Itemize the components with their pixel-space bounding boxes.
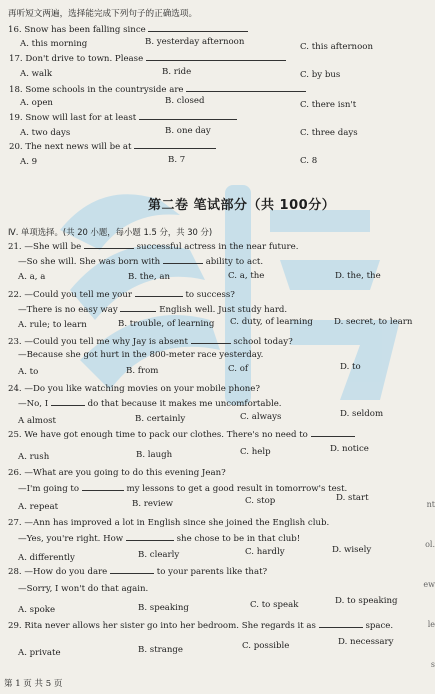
edge-fragment-2: ol. — [425, 540, 435, 549]
q22-option-c[interactable]: C. duty, of learning — [230, 317, 313, 327]
q24-option-b[interactable]: B. certainly — [135, 414, 186, 424]
q22-text-4: English well. Just study hard. — [159, 305, 288, 315]
question-25 — [8, 429, 355, 440]
q27-text-2: she chose to be in that club! — [176, 534, 301, 544]
q22-blank-2[interactable] — [120, 304, 156, 312]
q18-option-b[interactable]: B. closed — [165, 96, 205, 106]
question-17 — [9, 53, 286, 64]
q24-option-d[interactable]: D. seldom — [340, 409, 384, 419]
q23-option-d[interactable]: D. to — [340, 362, 361, 372]
q22-text-1: 22. —Could you tell me your — [8, 290, 132, 300]
q20-option-c[interactable]: C. 8 — [300, 156, 318, 166]
q25-option-d[interactable]: D. notice — [330, 444, 369, 454]
q23-text-1: 23. —Could you tell me why Jay is absent — [8, 337, 188, 347]
q28-option-a[interactable]: A. spoke — [18, 605, 56, 615]
q21-option-a[interactable]: A. a, a — [18, 272, 46, 282]
q19-blank[interactable] — [139, 112, 237, 120]
question-21 — [8, 241, 298, 252]
q16-blank[interactable] — [148, 24, 248, 32]
q23-blank-1[interactable] — [191, 336, 231, 344]
q18-option-c[interactable]: C. there isn't — [300, 100, 357, 110]
q17-option-c[interactable]: C. by bus — [300, 70, 341, 80]
question-28 — [8, 566, 267, 577]
q22-option-b[interactable]: B. trouble, of learning — [118, 319, 215, 329]
q17-stem: Don't drive to town. Please — [25, 54, 144, 64]
edge-fragment-5: s — [430, 660, 435, 669]
question-29 — [8, 620, 393, 631]
q28-text-2: to your parents like that? — [156, 567, 268, 577]
q17-option-b[interactable]: B. ride — [162, 67, 192, 77]
q21-text-1: 21. —She will be — [8, 242, 82, 252]
q26-blank[interactable] — [82, 483, 124, 491]
section-title: 第二卷 笔试部分（共 100分） — [148, 198, 336, 213]
q22-text-2: to success? — [185, 290, 235, 300]
q27-text-1: —Yes, you're right. How — [18, 534, 124, 544]
q29-text-2: space. — [365, 621, 394, 631]
q16-stem: Snow has been falling since — [24, 25, 146, 35]
q16-num: 16. — [8, 25, 22, 35]
question-21-reply — [18, 256, 263, 267]
q19-option-b[interactable]: B. one day — [165, 126, 211, 136]
q24-option-c[interactable]: C. always — [240, 412, 282, 422]
edge-fragment-1: nt — [426, 500, 435, 509]
q29-option-d[interactable]: D. necessary — [338, 637, 394, 647]
question-27: 27. —Ann has improved a lot in English since she joined the English club. — [8, 518, 330, 528]
q19-stem: Snow will last for at least — [25, 113, 137, 123]
question-24-reply — [18, 398, 282, 409]
q23-option-c[interactable]: C. of — [228, 364, 249, 374]
question-22-reply — [18, 304, 287, 315]
q21-text-3: —So she will. She was born with — [18, 257, 161, 267]
question-28-reply: —Sorry, I won't do that again. — [18, 584, 149, 594]
q17-option-a[interactable]: A. walk — [20, 69, 53, 79]
q23-text-2: school today? — [233, 337, 293, 347]
q21-option-c[interactable]: C. a, the — [228, 271, 265, 281]
q16-option-c[interactable]: C. this afternoon — [300, 42, 373, 52]
q27-option-a[interactable]: A. differently — [18, 553, 75, 563]
q25-text-1: 25. We have got enough time to pack our clothes. There's no need to — [8, 430, 308, 440]
q20-blank[interactable] — [134, 141, 216, 149]
listening-instruction: 再听短文两遍，选择能完成下列句子的正确选项。 — [8, 9, 198, 19]
question-18 — [9, 84, 306, 95]
q20-stem: The next news will be at — [25, 142, 132, 152]
q21-text-2: successful actress in the near future. — [136, 242, 299, 252]
q28-text-1: 28. —How do you dare — [8, 567, 108, 577]
q28-blank[interactable] — [110, 566, 154, 574]
question-24: 24. —Do you like watching movies on your mobile phone? — [8, 384, 260, 394]
q26-option-d[interactable]: D. start — [336, 493, 369, 503]
q22-option-a[interactable]: A. rule; to learn — [18, 320, 87, 330]
question-26: 26. —What are you going to do this evening Jean? — [8, 468, 226, 478]
q28-option-c[interactable]: C. to speak — [250, 600, 299, 610]
q20-option-b[interactable]: B. 7 — [168, 155, 186, 165]
q18-blank[interactable] — [186, 84, 306, 92]
q27-option-d[interactable]: D. wisely — [332, 545, 372, 555]
q25-option-b[interactable]: B. laugh — [136, 450, 173, 460]
q29-text-1: 29. Rita never allows her sister go into her bedroom. She regards it as — [8, 621, 316, 631]
q18-stem: Some schools in the countryside are — [25, 85, 184, 95]
q27-option-b[interactable]: B. clearly — [138, 550, 180, 560]
q23-option-b[interactable]: B. from — [126, 366, 159, 376]
page-footer: 第 1 页 共 5 页 — [4, 679, 63, 689]
q28-option-b[interactable]: B. speaking — [138, 603, 189, 613]
q24-text-2: do that because it makes me uncomfortable. — [87, 399, 282, 409]
question-16 — [8, 24, 248, 35]
q18-num: 18. — [9, 85, 23, 95]
question-22 — [8, 289, 235, 300]
q20-num: 20. — [9, 142, 23, 152]
q21-blank-2[interactable] — [163, 256, 203, 264]
q22-option-d[interactable]: D. secret, to learn — [334, 317, 413, 327]
q29-blank[interactable] — [319, 620, 363, 628]
q16-option-b[interactable]: B. yesterday afternoon — [145, 37, 245, 47]
q20-option-a[interactable]: A. 9 — [20, 157, 38, 167]
q19-option-a[interactable]: A. two days — [20, 128, 71, 138]
q24-option-a[interactable]: A almost — [18, 416, 56, 426]
q27-option-c[interactable]: C. hardly — [245, 547, 285, 557]
q22-blank-1[interactable] — [135, 289, 183, 297]
q25-option-a[interactable]: A. rush — [18, 452, 50, 462]
question-19 — [9, 112, 237, 123]
q25-option-c[interactable]: C. help — [240, 447, 271, 457]
q24-text-1: —No, I — [18, 399, 49, 409]
q27-blank[interactable] — [126, 533, 174, 541]
q17-blank[interactable] — [146, 53, 286, 61]
question-27-reply — [18, 533, 300, 544]
q21-blank-1[interactable] — [84, 241, 134, 249]
q18-option-a[interactable]: A. open — [20, 98, 53, 108]
q21-option-b[interactable]: B. the, an — [128, 272, 170, 282]
q24-blank[interactable] — [51, 398, 85, 406]
part4-heading: Ⅳ. 单项选择。(共 20 小题，每小题 1.5 分，共 30 分) — [8, 227, 213, 237]
q26-text-2: my lessons to get a good result in tomorrow's test. — [126, 484, 348, 494]
q17-num: 17. — [9, 54, 23, 64]
question-23 — [8, 336, 293, 347]
q28-option-d[interactable]: D. to speaking — [335, 596, 398, 606]
q29-option-b[interactable]: B. strange — [138, 645, 183, 655]
edge-fragment-4: le — [427, 620, 435, 629]
q19-num: 19. — [9, 113, 23, 123]
q22-text-3: —There is no easy way — [18, 305, 118, 315]
q26-option-c[interactable]: C. stop — [245, 496, 276, 506]
edge-fragment-3: ew — [423, 580, 435, 589]
q29-option-a[interactable]: A. private — [18, 648, 61, 658]
q26-option-a[interactable]: A. repeat — [18, 502, 59, 512]
q29-option-c[interactable]: C. possible — [242, 641, 290, 651]
q19-option-c[interactable]: C. three days — [300, 128, 358, 138]
q21-option-d[interactable]: D. the, the — [335, 271, 381, 281]
q16-option-a[interactable]: A. this morning — [20, 39, 88, 49]
q25-blank[interactable] — [311, 429, 355, 437]
question-20 — [9, 141, 216, 152]
q21-text-4: ability to act. — [205, 257, 264, 267]
q23-option-a[interactable]: A. to — [18, 367, 39, 377]
q26-option-b[interactable]: B. review — [132, 499, 174, 509]
q26-text-1: —I'm going to — [18, 484, 80, 494]
question-26-reply — [18, 483, 347, 494]
question-23-reply: —Because she got hurt in the 800-meter race yesterday. — [18, 350, 264, 360]
